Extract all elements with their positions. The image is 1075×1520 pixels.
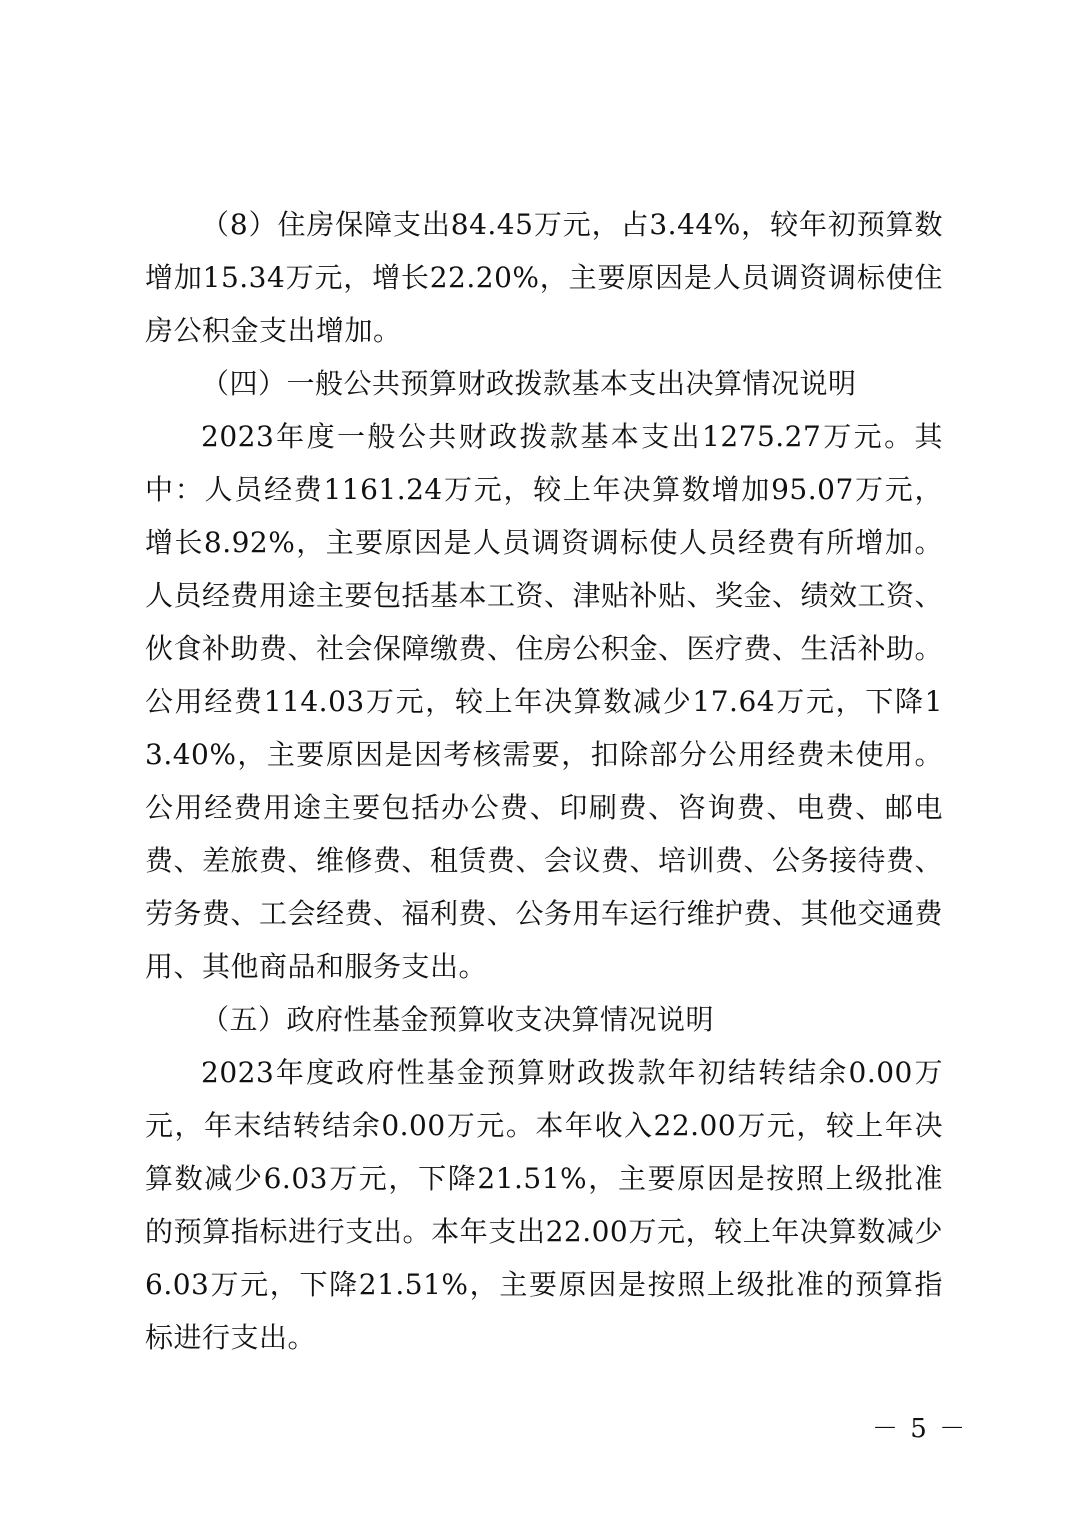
page-number: － 5 － xyxy=(872,1414,968,1444)
paragraph-basic-expenditure: 2023年度一般公共财政拨款基本支出1275.27万元。其中：人员经费1161.24万元，较上年决算数增加95.07万元，增长8.92%，主要原因是人员调资调标使人员经费有所增加。人员经费用途主要包括基本工资、津贴补贴、奖金、绩效工资、伙食补助费、社会保障缴费、住房公积金、医疗费、生活补助。公用经费114.03万元，较上年决算数减少17.64万元，下降13.40%，主要原因是因考核需要，扣除部分公用经费未使用。公用经费用途主要包括办公费、印刷费、咨询费、电费、邮电费、差旅费、维修费、租赁费、会议费、培训费、公务接待费、劳务费、工会经费、福利费、公务用车运行维护费、其他交通费用、其他商品和服务支出。 xyxy=(145,420,944,983)
document-body xyxy=(145,198,943,1364)
paragraph-government-fund: 2023年度政府性基金预算财政拨款年初结转结余0.00万元，年末结转结余0.00万元。本年收入22.00万元，较上年决算数减少6.03万元，下降21.51%，主要原因是按照上级批准的预算指标进行支出。本年支出22.00万元，较上年决算数减少6.03万元，下降21.51%，主要原因是按照上级批准的预算指标进行支出。 xyxy=(145,1056,943,1354)
paragraph-housing-expenditure: （8）住房保障支出84.45万元，占3.44%，较年初预算数增加15.34万元，增长22.20%，主要原因是人员调资调标使住房公积金支出增加。 xyxy=(145,208,943,347)
section-heading-government-fund: （五）政府性基金预算收支决算情况说明 xyxy=(201,1003,715,1036)
section-heading-basic-expenditure: （四）一般公共预算财政拨款基本支出决算情况说明 xyxy=(201,367,857,400)
